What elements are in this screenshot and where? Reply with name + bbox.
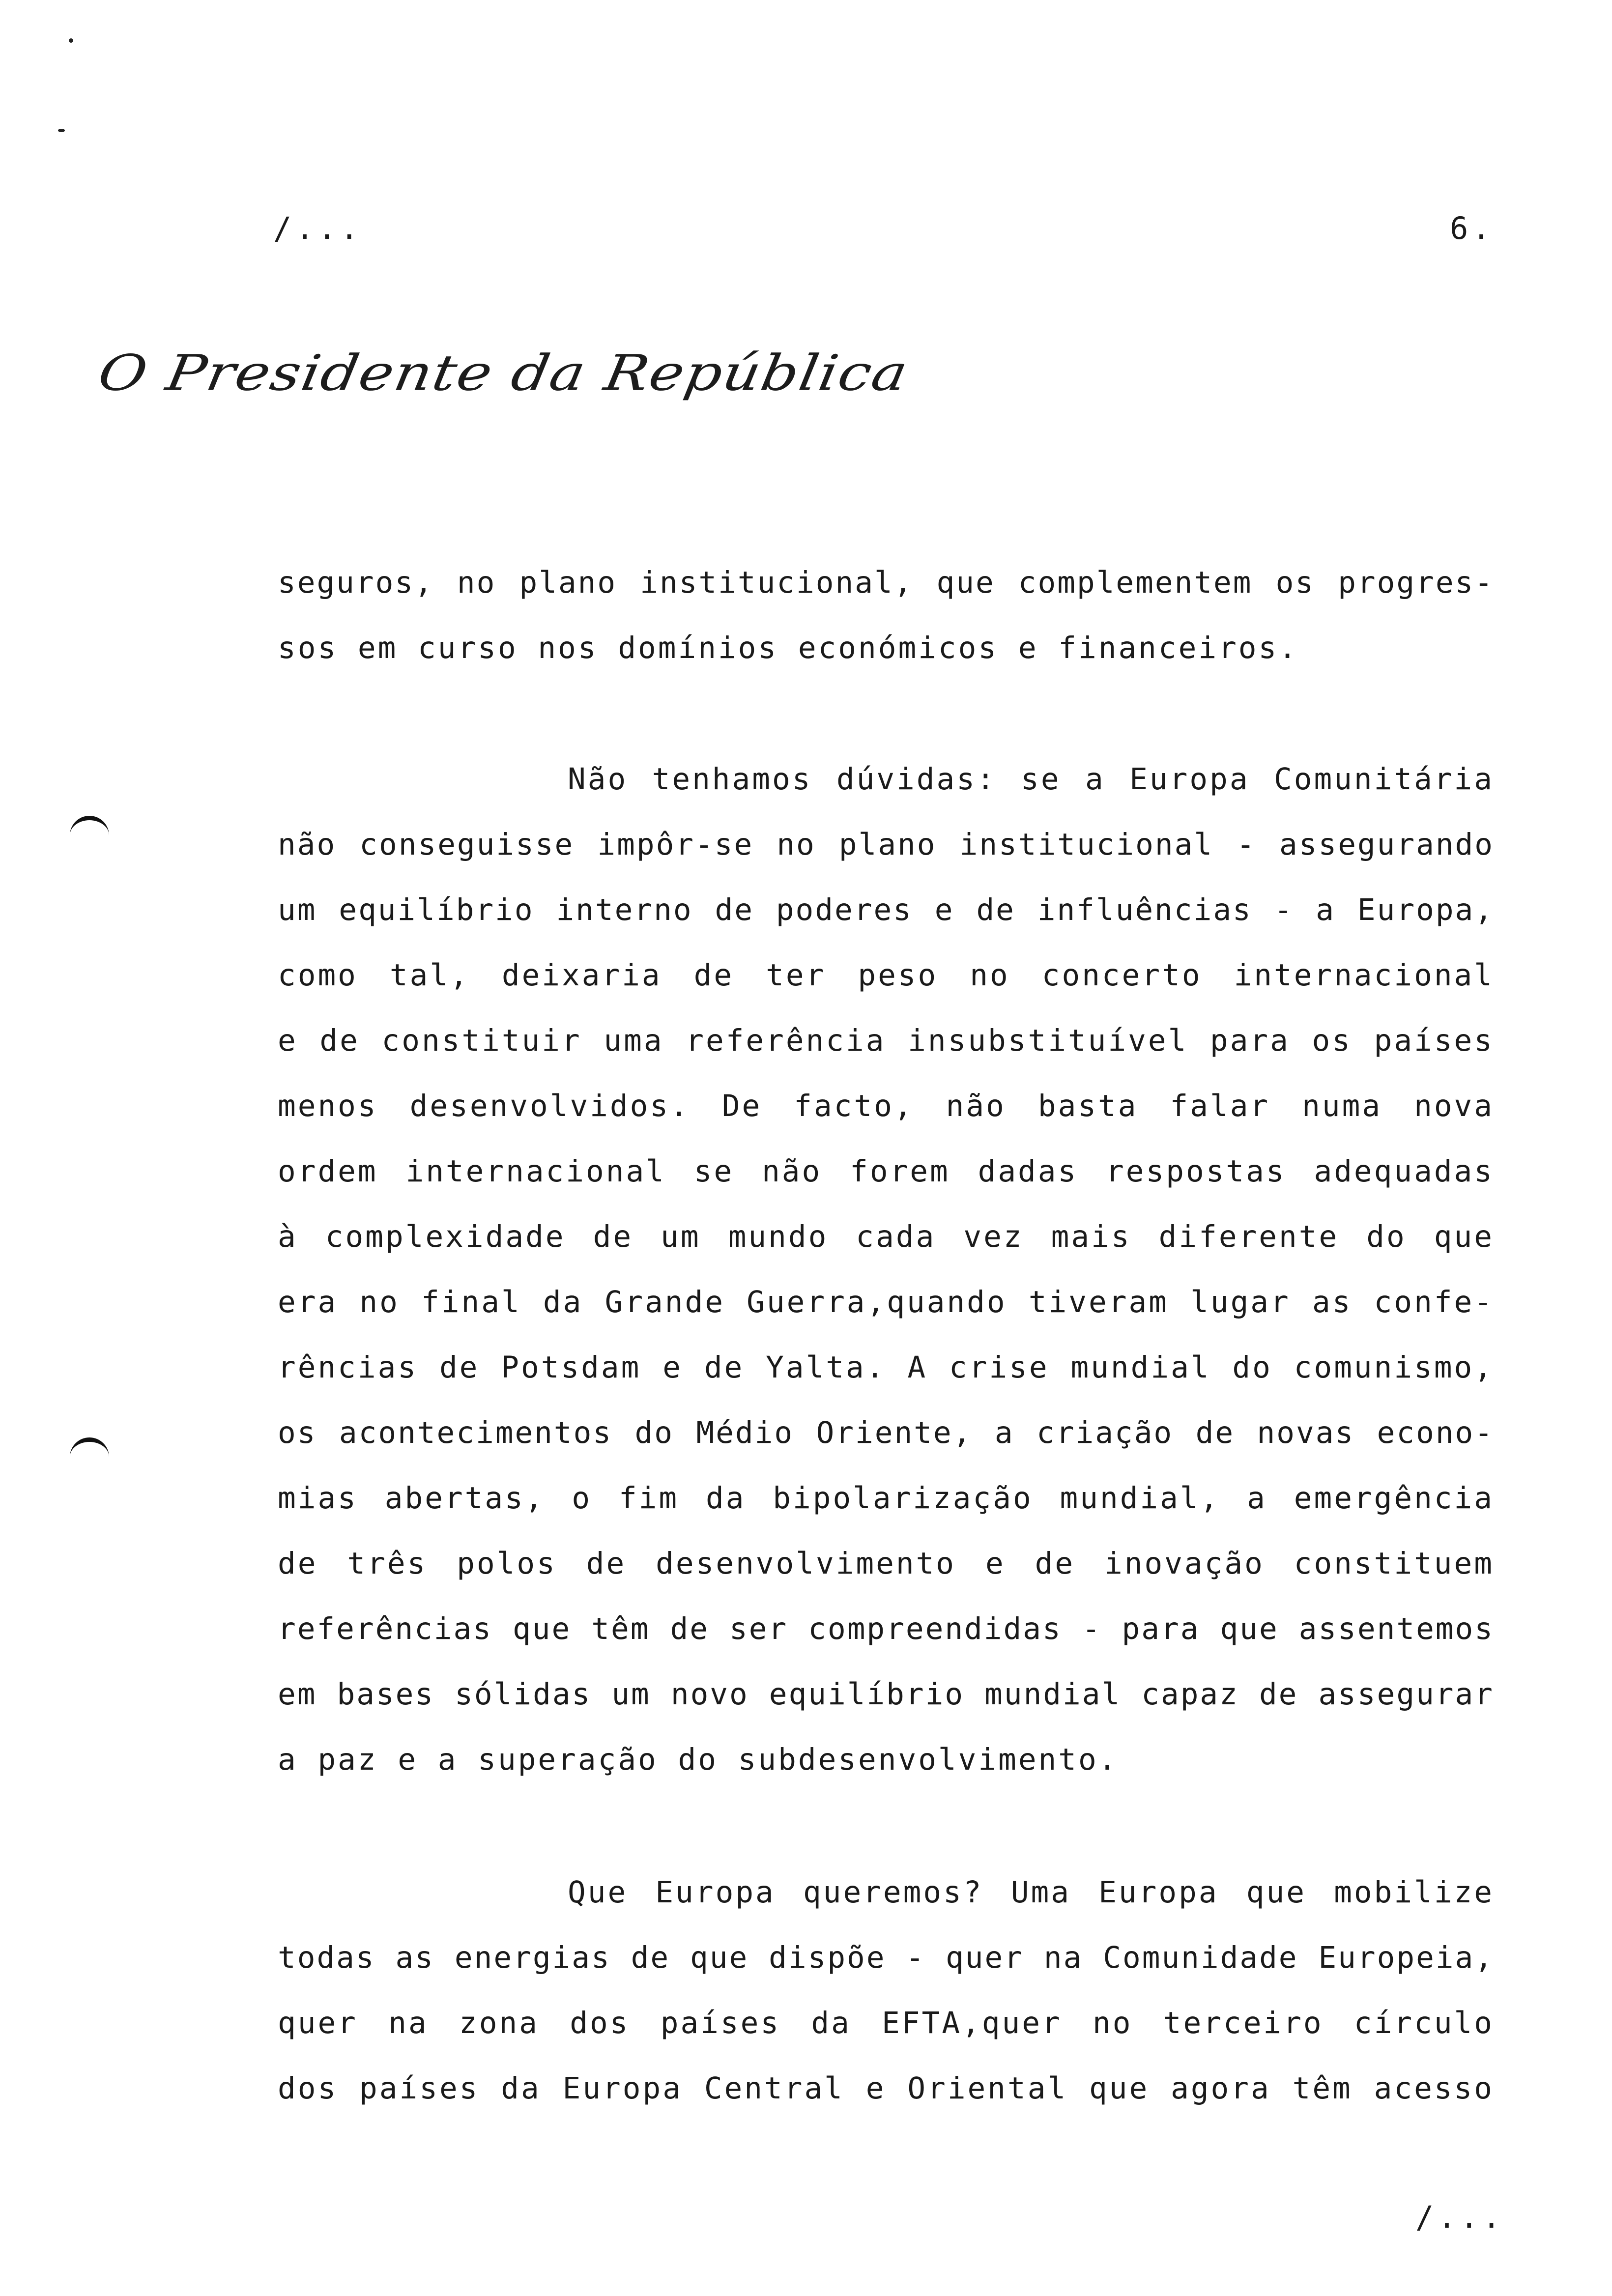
continuation-mark-top: /... (273, 210, 363, 246)
body-line: todas as energias de que dispõe - quer na Comunidade Europeia, (278, 1940, 1494, 1975)
body-line: seguros, no plano institucional, que complementem os progres- (278, 565, 1494, 600)
body-line: a paz e a superação do subdesenvolvimento. (278, 1742, 1119, 1777)
body-line: sos em curso nos domínios económicos e financeiros. (278, 631, 1298, 665)
punch-hole-mark-bottom (70, 1437, 109, 1462)
body-line: rências de Potsdam e de Yalta. A crise mundial do comunismo, (278, 1350, 1494, 1385)
body-line: dos países da Europa Central e Oriental que agora têm acesso (278, 2071, 1494, 2106)
letterhead-title: O Presidente da República (94, 344, 913, 402)
body-line: os acontecimentos do Médio Oriente, a criação de novas econo- (278, 1415, 1494, 1450)
scan-speck-2 (58, 129, 65, 132)
body-line: de três polos de desenvolvimento e de inovação constituem (278, 1546, 1494, 1581)
continuation-mark-bottom: /... (1415, 2199, 1505, 2235)
body-line: quer na zona dos países da EFTA,quer no terceiro círculo (278, 2006, 1494, 2040)
body-line: mias abertas, o fim da bipolarização mundial, a emergência (278, 1481, 1494, 1516)
body-line: ordem internacional se não forem dadas respostas adequadas (278, 1154, 1494, 1189)
page-number: 6. (1450, 210, 1495, 246)
body-line: menos desenvolvidos. De facto, não basta falar numa nova (278, 1089, 1494, 1123)
body-line: referências que têm de ser compreendidas - para que assentemos (278, 1611, 1494, 1646)
punch-hole-mark-top (70, 816, 109, 840)
body-line: não conseguisse impôr-se no plano institucional - assegurando (278, 827, 1494, 862)
body-line: um equilíbrio interno de poderes e de influências - a Europa, (278, 892, 1494, 927)
body-line: era no final da Grande Guerra,quando tiveram lugar as confe- (278, 1285, 1494, 1320)
body-line: à complexidade de um mundo cada vez mais diferente do que (278, 1219, 1494, 1254)
body-line: e de constituir uma referência insubstituível para os países (278, 1023, 1494, 1058)
body-line: como tal, deixaria de ter peso no concerto internacional (278, 958, 1494, 993)
scan-speck-1 (69, 38, 73, 43)
body-line: Não tenhamos dúvidas: se a Europa Comunitária (568, 762, 1494, 797)
body-line: Que Europa queremos? Uma Europa que mobilize (568, 1875, 1494, 1910)
body-line: em bases sólidas um novo equilíbrio mundial capaz de assegurar (278, 1677, 1494, 1712)
